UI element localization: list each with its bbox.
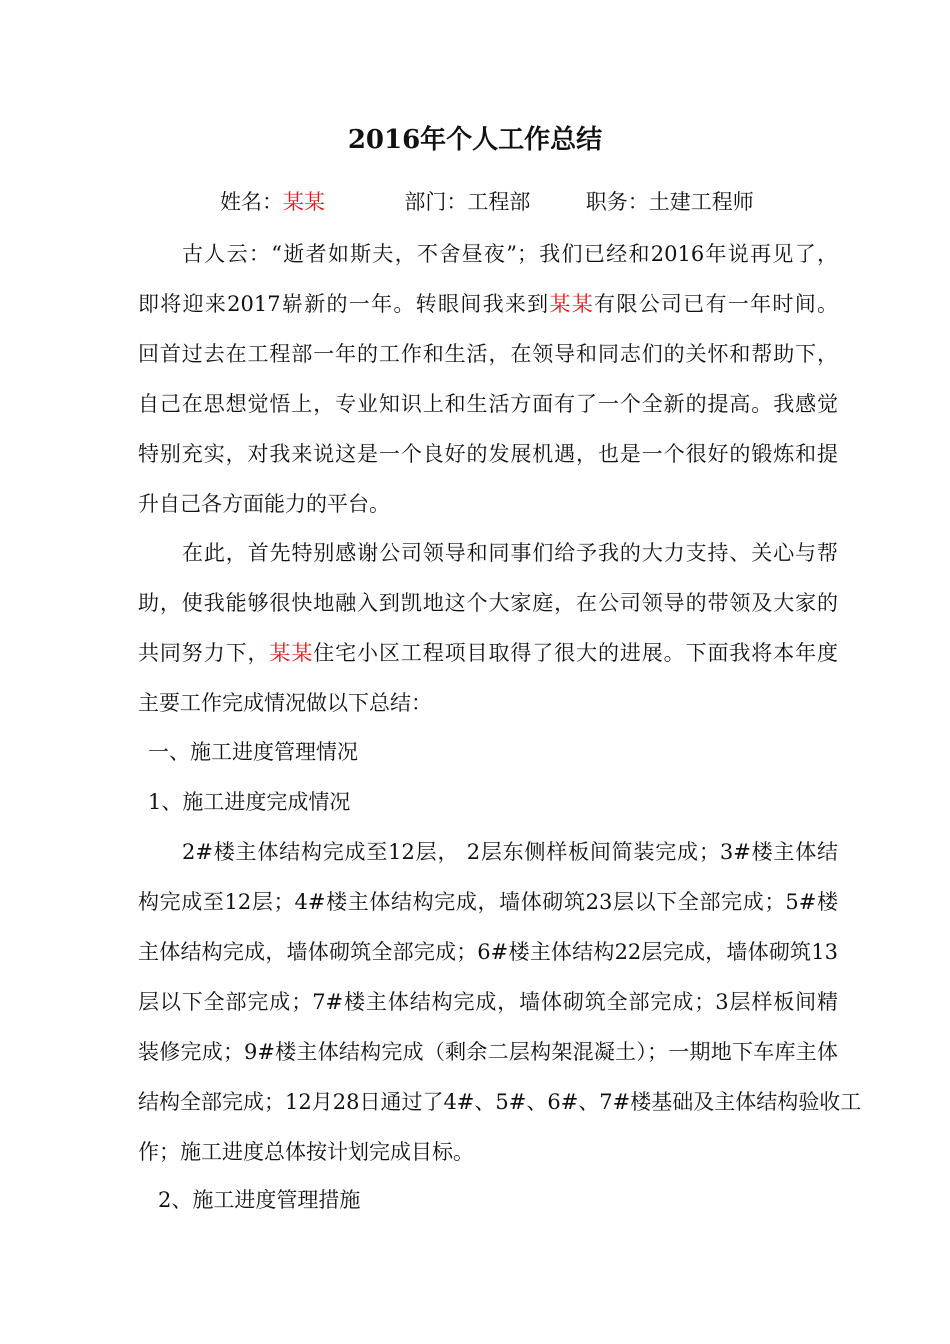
text-span: 共同努力下，: [138, 641, 270, 665]
para1-line4: 自己在思想觉悟上，专业知识上和生活方面有了一个全新的提高。我感觉: [138, 392, 838, 416]
para3-line7: 作；施工进度总体按计划完成目标。: [138, 1140, 474, 1164]
department: 部门：工程部: [404, 190, 531, 214]
position: 职务：土建工程师: [585, 190, 754, 214]
subsection-heading-1-1: 1、施工进度完成情况: [148, 790, 351, 814]
section-heading-1: 一、施工进度管理情况: [148, 740, 358, 764]
para3-line1: 2#楼主体结构完成至12层， 2层东侧样板间简装完成；3#楼主体结: [182, 840, 838, 864]
para3-line3: 主体结构完成，墙体砌筑全部完成；6#楼主体结构22层完成，墙体砌筑13: [138, 940, 838, 964]
para3-line2: 构完成至12层；4#楼主体结构完成，墙体砌筑23层以下全部完成；5#楼: [138, 890, 838, 914]
para3-line5: 装修完成；9#楼主体结构完成（剩余二层构架混凝土）；一期地下车库主体: [138, 1040, 838, 1064]
para1-line2: [138, 286, 838, 322]
subsection-heading-1-2: 2、施工进度管理措施: [158, 1188, 361, 1212]
para1-line6: 升自己各方面能力的平台。: [138, 492, 390, 516]
para2-line3: [138, 635, 838, 671]
para1-line1: 古人云：“逝者如斯夫，不舍昼夜”；我们已经和2016年说再见了，: [182, 242, 838, 266]
para2-line4: 主要工作完成情况做以下总结：: [138, 691, 432, 715]
text-span: 即将迎来2017崭新的一年。转眼间我来到: [138, 292, 550, 316]
name-value: 某某: [283, 190, 325, 214]
para2-line1: 在此，首先特别感谢公司领导和同事们给予我的大力支持、关心与帮: [182, 541, 838, 565]
project-name: 某某: [269, 641, 314, 665]
para1-line5: 特别充实，对我来说这是一个良好的发展机遇，也是一个很好的锻炼和提: [138, 442, 838, 466]
para3-line6: 结构全部完成；12月28日通过了4#、5#、6#、7#楼基础及主体结构验收工: [138, 1090, 862, 1114]
document-title: 2016年个人工作总结: [347, 125, 603, 155]
name-label: 姓名：: [220, 190, 283, 214]
company-name: 某某: [549, 292, 595, 316]
author-info: [220, 184, 754, 220]
para1-line3: 回首过去在工程部一年的工作和生活，在领导和同志们的关怀和帮助下，: [138, 342, 838, 366]
text-span: 住宅小区工程项目取得了很大的进展。下面我将本年度: [313, 641, 839, 665]
para2-line2: 助，使我能够很快地融入到凯地这个大家庭，在公司领导的带领及大家的: [138, 591, 838, 615]
text-span: 有限公司已有一年时间。: [594, 292, 838, 316]
para3-line4: 层以下全部完成；7#楼主体结构完成，墙体砌筑全部完成；3层样板间精: [138, 990, 838, 1014]
